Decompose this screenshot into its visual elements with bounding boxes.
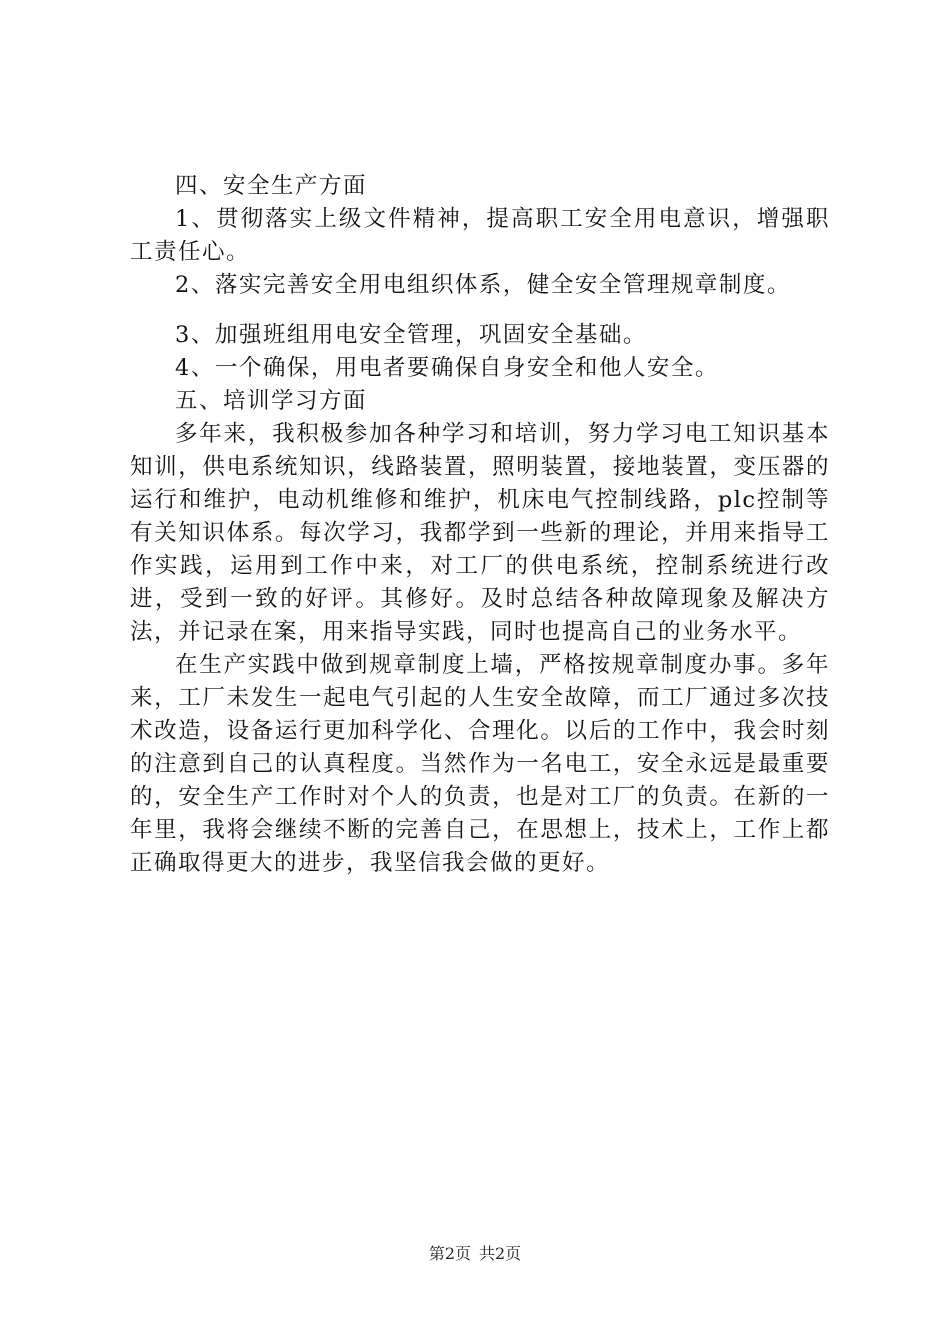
paragraph-practice: 在生产实践中做到规章制度上墙，严格按规章制度办事。多年来，工厂未发生一起电气引起的人生安全故障，而工厂通过多次技术改造，设备运行更加科学化、合理化。以后的工作中，我会时刻的注意到自己的认真程度。当然作为一名电工，安全永远是最重要的，安全生产工作时对个人的负责，也是对工厂的负责。在新的一年里，我将会继续不断的完善自己，在思想上，技术上，工作上都正确取得更大的进步，我坚信我会做的更好。: [130, 652, 830, 876]
section-heading-safety: 四、安全生产方面: [175, 173, 368, 199]
paragraph-training: 多年来，我积极参加各种学习和培训，努力学习电工知识基本知训，供电系统知识，线路装置，照明装置，接地装置，变压器的运行和维护，电动机维修和维护，机床电气控制线路，plc控制等有关知识体系。每次学习，我都学到一些新的理论，并用来指导工作实践，运用到工作中来，对工厂的供电系统，控制系统进行改进，受到一致的好评。其修好。及时总结各种故障现象及解决方法，并记录在案，用来指导实践，同时也提高自己的业务水平。: [130, 421, 830, 645]
page-number: 第2页: [428, 1244, 471, 1263]
page-footer: [0, 1244, 950, 1264]
paragraph-item-1: 1、贯彻落实上级文件精神，提高职工安全用电意识，增强职工责任心。: [130, 206, 830, 265]
section-heading-training: 五、培训学习方面: [175, 388, 368, 414]
document-body: [130, 170, 830, 880]
page-total: 共2页: [479, 1244, 522, 1263]
paragraph-item-2: 2、落实完善安全用电组织体系，健全安全管理规章制度。: [175, 272, 791, 298]
paragraph-item-4: 4、一个确保，用电者要确保自身安全和他人安全。: [175, 355, 719, 381]
paragraph-item-3: 3、加强班组用电安全管理，巩固安全基础。: [175, 322, 647, 348]
